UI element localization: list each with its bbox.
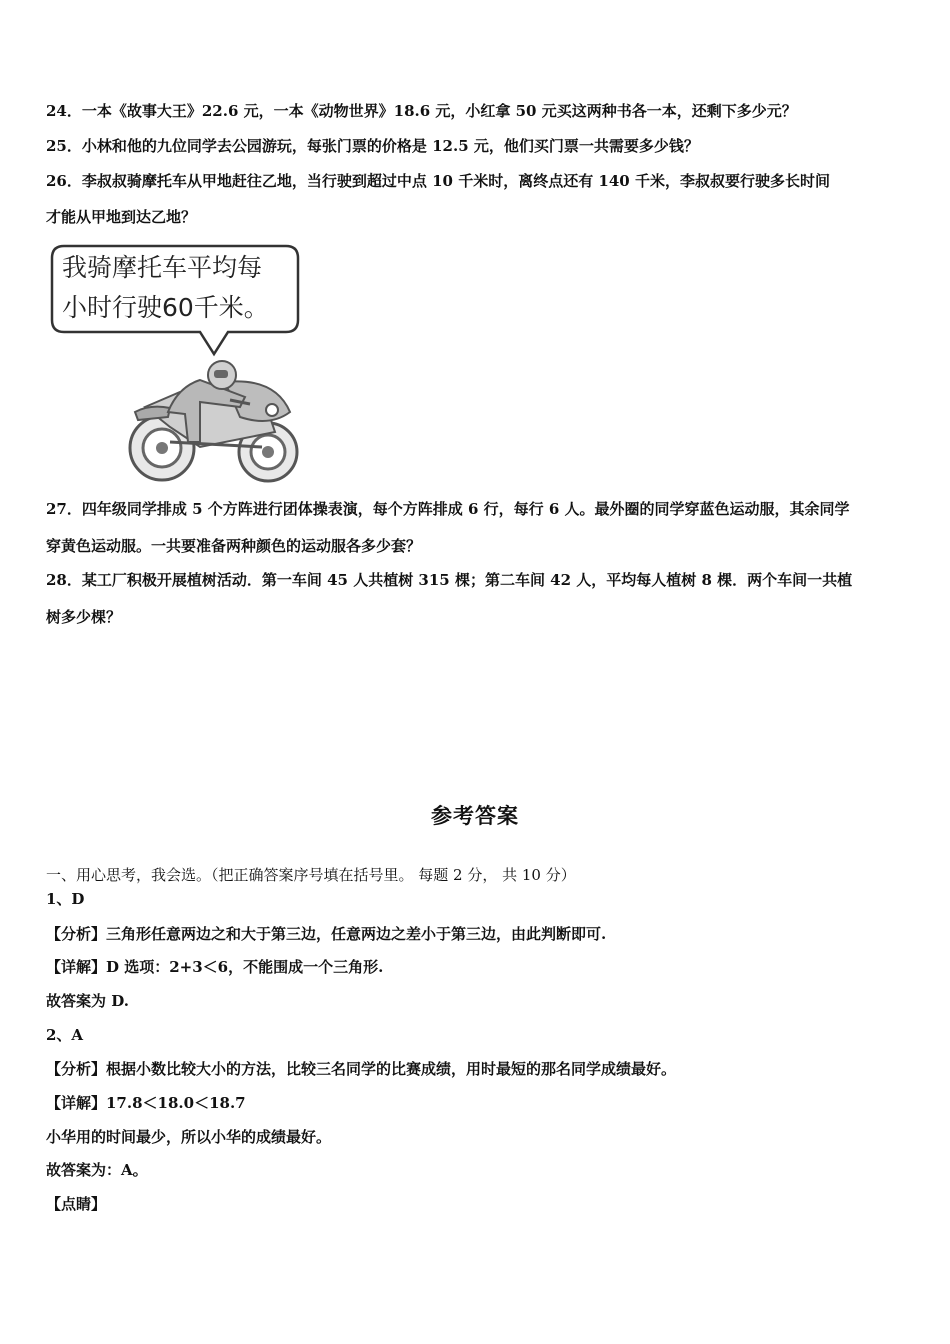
motorcycle-rider-icon [130,361,297,481]
answers-title: 参考答案 [431,803,519,828]
answer-1-analysis: 【分析】三角形任意两边之和大于第三边，任意两边之差小于第三边，由此判断即可. [46,925,607,943]
answer-2-number: 2、A [46,1026,84,1044]
answer-2-conclusion: 故答案为：A。 [46,1161,148,1179]
answers-section-heading: 一、用心思考，我会选。（把正确答案序号填在括号里。 每题 2 分， 共 10 分） [46,866,576,884]
question-26-line-2: 才能从甲地到达乙地？ [46,208,197,226]
motorcycle-illustration [50,242,310,492]
question-25: 25．小林和他的九位同学去公园游玩，每张门票的价格是 12.5 元，他们买门票一共需要多少钱？ [46,137,699,155]
answer-2-analysis: 【分析】根据小数比较大小的方法，比较三名同学的比赛成绩，用时最短的那名同学成绩最好。 [46,1060,677,1078]
question-24: 24．一本《故事大王》22.6 元，一本《动物世界》18.6 元，小红拿 50 元买这两种书各一本，还剩下多少元？ [46,102,797,120]
answer-1-number: 1、D [46,890,85,908]
answer-1-conclusion: 故答案为 D. [46,992,129,1010]
question-27-line-1: 27．四年级同学排成 5 个方阵进行团体操表演，每个方阵排成 6 行，每行 6 人。最外圈的同学穿蓝色运动服，其余同学 [46,500,850,518]
answer-2-note: 小华用的时间最少，所以小华的成绩最好。 [46,1128,332,1146]
speech-bubble-line-2: 小时行驶60千米。 [62,293,269,322]
answer-1-detail: 【详解】D 选项：2+3＜6，不能围成一个三角形. [46,958,384,976]
question-28-line-1: 28．某工厂积极开展植树活动．第一车间 45 人共植树 315 棵；第二车间 42 人，平均每人植树 8 棵．两个车间一共植 [46,571,853,589]
question-28-line-2: 树多少棵？ [46,608,122,626]
speech-bubble-line-1: 我骑摩托车平均每 [62,253,263,282]
answer-2-comment: 【点睛】 [46,1195,107,1213]
question-27-line-2: 穿黄色运动服。一共要准备两种颜色的运动服各多少套？ [46,537,422,555]
question-26-line-1: 26．李叔叔骑摩托车从甲地赶往乙地，当行驶到超过中点 10 千米时，离终点还有 140 千米，李叔叔要行驶多长时间 [46,172,830,190]
answer-2-detail: 【详解】17.8＜18.0＜18.7 [46,1094,246,1112]
